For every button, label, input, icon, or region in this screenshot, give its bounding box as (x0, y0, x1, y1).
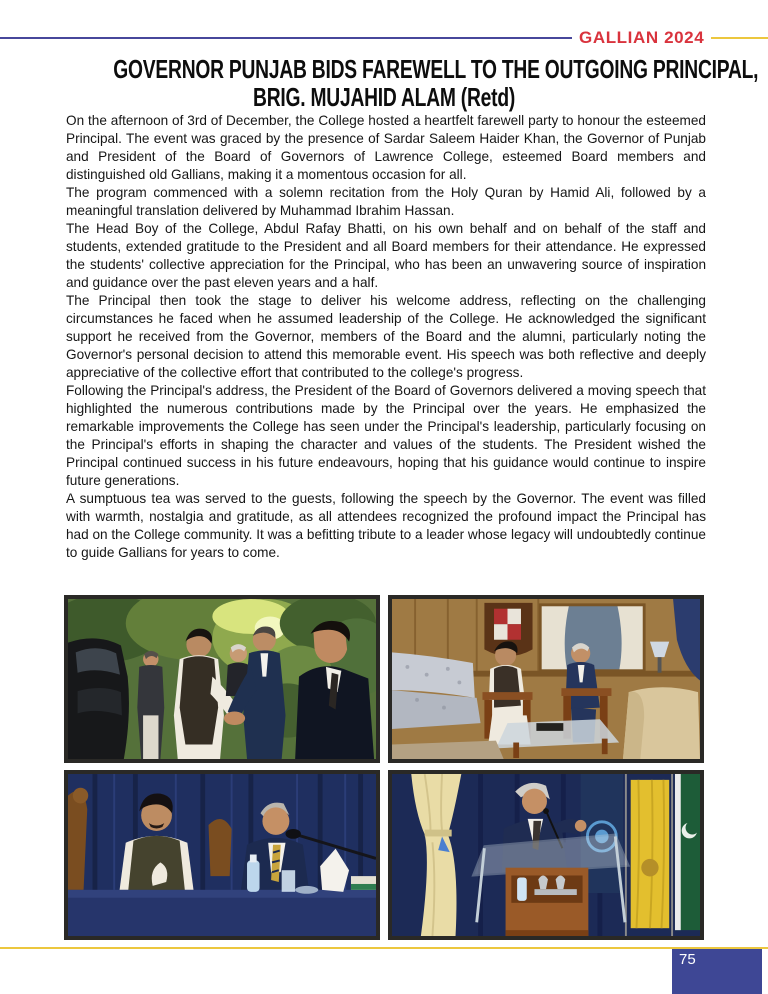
header-rule-right (711, 37, 768, 39)
page-number: 75 (679, 951, 696, 968)
photo-office-meeting (388, 595, 704, 763)
header-rule-left (0, 37, 572, 39)
magazine-title: GALLIAN 2024 (579, 28, 705, 47)
footer-rule (0, 947, 768, 949)
page-number-tab (672, 949, 762, 994)
paragraph: The Head Boy of the College, Abdul Rafay Bhatti, on his own behalf and on behalf of the staff and students, extended gratitude to the President and all Board members for their attendance. He expressed the students' collective appreciation for the Principal, who has been an unwavering source of inspiration and guidance over the past eleven years and a half. (66, 221, 706, 290)
article-title-line2: BRIG. MUJAHID ALAM (Retd) (252, 82, 516, 112)
article-body (66, 112, 706, 562)
article-title (0, 55, 768, 111)
photo-office-meeting-illustration (392, 599, 700, 759)
paragraph: The Principal then took the stage to deliver his welcome address, reflecting on the challenging circumstances he faced when he assumed leadership of the College. He acknowledged the significant support he received from the Governor, members of the Board and the alumni, particularly noting the Governor's personal decision to attend this memorable event. His speech was both reflective and deeply appreciative of the collective effort that contributed to the college's progress. (66, 293, 706, 380)
photo-lectern-speech (388, 770, 704, 940)
photo-outdoor-handshake-illustration (68, 599, 376, 759)
paragraph: Following the Principal's address, the President of the Board of Governors delivered a moving speech that highlighted the numerous contributions made by the Principal over the years. He emphasized the remarkable improvements the College has seen under the Principal's leadership, particularly focusing on the Principal's efforts in shaping the character and values of the students. The President wished the Principal continued success in his future endeavours, hoping that his guidance would continue to inspire future generations. (66, 383, 706, 488)
photo-head-table-illustration (68, 774, 376, 936)
photo-outdoor-handshake (64, 595, 380, 763)
article-title-line1: GOVERNOR PUNJAB BIDS FAREWELL TO THE OUTGOING PRINCIPAL, (113, 54, 759, 84)
header (0, 30, 768, 46)
photo-head-table (64, 770, 380, 940)
paragraph: A sumptuous tea was served to the guests, following the speech by the Governor. The event was filled with warmth, nostalgia and gratitude, as all attendees recognized the profound impact the Principal has had on the College community. It was a befitting tribute to a leader whose legacy will undoubtedly continue to guide Gallians for years to come. (66, 491, 706, 560)
paragraph: The program commenced with a solemn recitation from the Holy Quran by Hamid Ali, followed by a meaningful translation delivered by Muhammad Ibrahim Hassan. (66, 185, 706, 218)
photo-lectern-speech-illustration (392, 774, 700, 936)
paragraph: On the afternoon of 3rd of December, the College hosted a heartfelt farewell party to honour the esteemed Principal. The event was graced by the presence of Sardar Saleem Haider Khan, the Governor of Punjab and President of the Board of Governors of Lawrence College, esteemed Board members and distinguished old Gallians, making it a momentous occasion for all. (66, 113, 706, 182)
